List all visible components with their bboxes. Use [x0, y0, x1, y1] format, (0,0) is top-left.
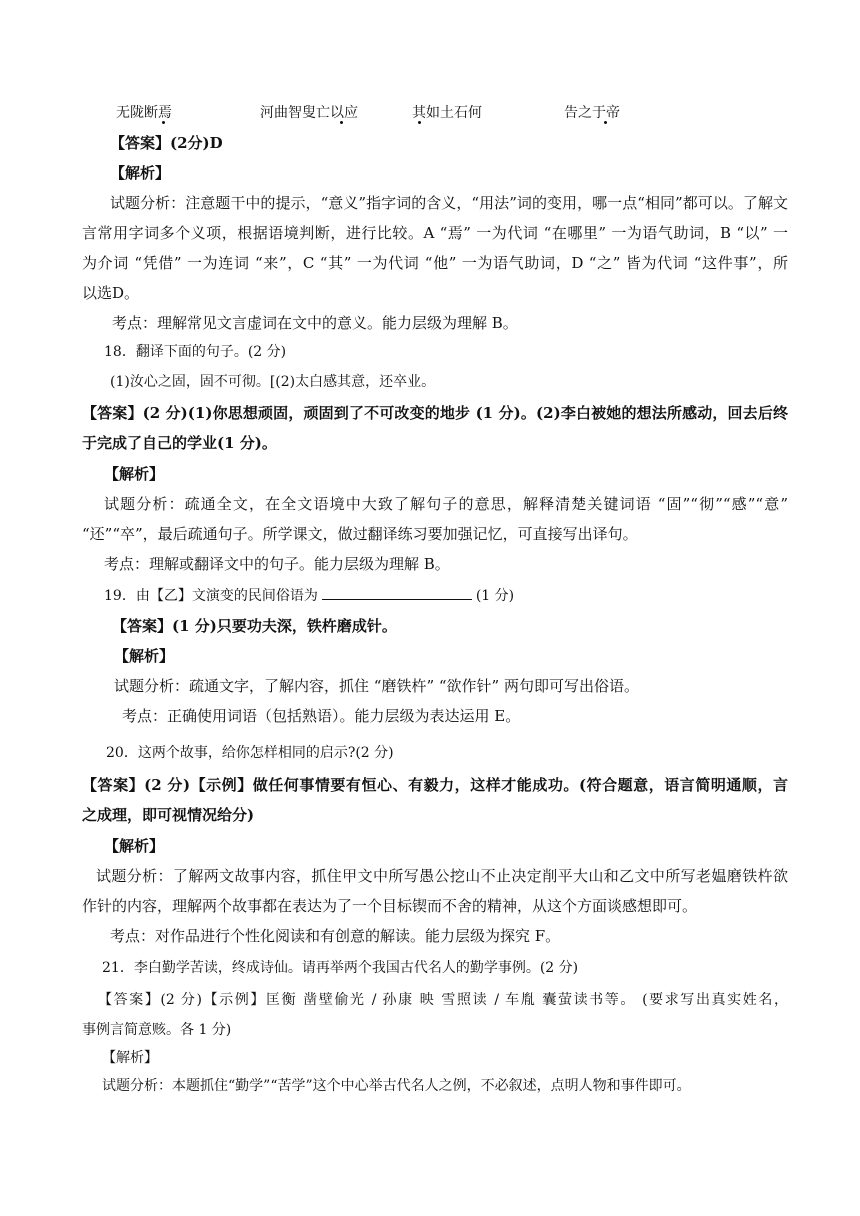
q18-analysis-line: “还”“卒”，最后疏通句子。所学课文，做过翻译练习要加强记忆，可直接写出译句。 — [82, 525, 638, 543]
q20-analysis-line: 作针的内容，理解两个故事都在表达为了一个目标锲而不舍的精神，从这个方面谈感想即可。 — [82, 897, 698, 915]
q20-analysis-heading: 【解析】 — [104, 837, 165, 855]
q20-answer-cont: 之成理，即可视情况给分) — [82, 806, 255, 824]
q20-analysis-line: 试题分析：了解两文故事内容，抓住甲文中所写愚公挖山不止决定削平大山和乙文中所写老媪磨铁杵欲 — [96, 867, 788, 885]
q21-analysis-heading: 【解析】 — [102, 1050, 158, 1066]
emphasis-dot — [418, 121, 421, 124]
q18-analysis-heading: 【解析】 — [104, 465, 165, 483]
q19-points: (1 分) — [475, 588, 515, 604]
q19-analysis-heading: 【解析】 — [114, 647, 175, 665]
q18-question: 18．翻译下面的句子。(2 分) — [104, 344, 287, 360]
q17-analysis-line: 以选D。 — [82, 284, 140, 302]
q17-analysis-line: 言常用字词多个义项，根据语境判断，进行比较。A “焉” 一为代词 “在哪里” 一为语气助词，B “以” 一 — [82, 224, 788, 242]
q18-answer: 【答案】(2 分)(1)你思想顽固，顽固到了不可改变的地步 (1 分)。(2)李白被她的想法所感动，回去后终 — [82, 404, 788, 422]
emphasis-dot — [604, 121, 607, 124]
answer-blank — [322, 585, 472, 600]
q17-analysis-heading: 【解析】 — [110, 164, 171, 182]
q19-analysis-line: 试题分析：疏通文字，了解内容，抓住 “磨铁杵” “欲作针” 两句即可写出俗语。 — [114, 677, 639, 695]
q21-question: 21．李白勤学苦读，终成诗仙。请再举两个我国古代名人的勤学事例。(2 分) — [102, 960, 579, 976]
q17-answer: 【答案】(2分)D — [110, 134, 223, 152]
option-c: 其如土石何 — [412, 105, 482, 121]
q20-kaodian: 考点：对作品进行个性化阅读和有创意的解读。能力层级为探究 F。 — [110, 927, 561, 945]
q18-analysis-line: 试题分析：疏通全文，在全文语境中大致了解句子的意思，解释清楚关键词语 “固”“彻”“感”“意” — [104, 495, 788, 513]
q21-analysis-line: 试题分析：本题抓住“勤学”“苦学”这个中心举古代名人之例，不必叙述，点明人物和事件即可。 — [102, 1078, 691, 1094]
q19-kaodian: 考点：正确使用词语（包括熟语）。能力层级为表达运用 E。 — [122, 707, 521, 725]
q17-kaodian: 考点：理解常见文言虚词在文中的意义。能力层级为理解 B。 — [112, 314, 518, 332]
option-b: 河曲智叟亡以应 — [260, 105, 358, 121]
q19-question-text: 19．由【乙】文演变的民间俗语为 — [104, 588, 318, 604]
q21-answer: 【答案】(2 分)【示例】匡衡 凿壁偷光 / 孙康 映 雪照读 / 车胤 囊萤读书等。 (要求写出真实姓名， — [98, 992, 788, 1008]
option-a: 无陇断焉 — [116, 105, 172, 121]
q19-question — [104, 585, 514, 606]
option-d: 告之于帝 — [564, 105, 620, 121]
emphasis-dot — [340, 121, 343, 124]
emphasis-dot — [162, 121, 165, 124]
q20-answer: 【答案】(2 分)【示例】做任何事情要有恒心、有毅力，这样才能成功。(符合题意，语言简明通顺，言 — [82, 776, 788, 794]
q19-answer: 【答案】(1 分)只要功夫深，铁杵磨成针。 — [112, 617, 397, 635]
q18-kaodian: 考点：理解或翻译文中的句子。能力层级为理解 B。 — [104, 555, 450, 573]
q17-analysis-line: 试题分析：注意题干中的提示，“意义”指字词的含义，“用法”词的变用，哪一点“相同”都可以。了解文 — [110, 194, 788, 212]
q17-analysis-line: 为介词 “凭借” 一为连词 “来”，C “其” 一为代词 “他” 一为语气助词，D “之” 皆为代词 “这件事”，所 — [82, 254, 788, 272]
q21-answer-cont: 事例言简意赅。各 1 分) — [82, 1022, 232, 1038]
q20-question: 20．这两个故事，给你怎样相同的启示?(2 分) — [106, 745, 394, 761]
q18-answer-cont: 于完成了自己的学业(1 分)。 — [82, 434, 277, 452]
q18-subquestions: (1)汝心之固，固不可彻。[(2)太白感其意，还卒业。 — [110, 374, 436, 390]
